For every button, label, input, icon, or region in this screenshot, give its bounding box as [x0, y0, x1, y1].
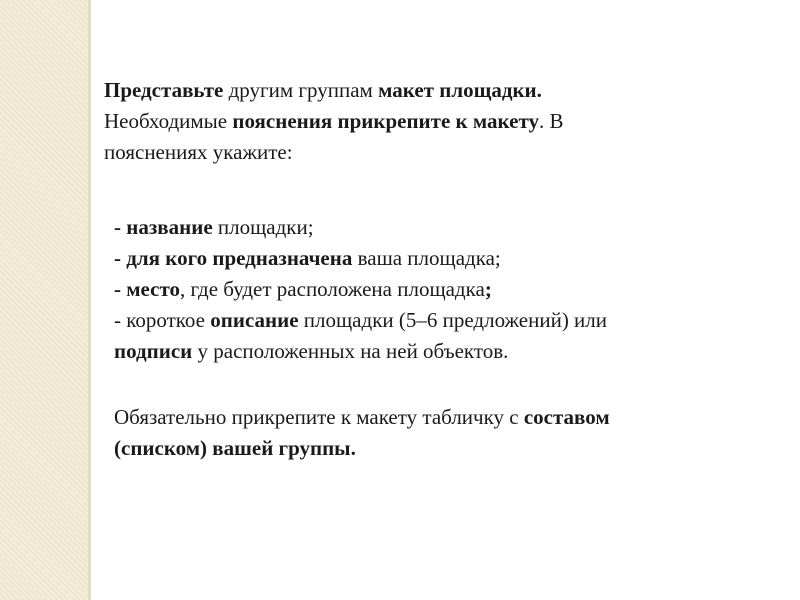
intro-line-2: [104, 106, 764, 137]
list-item-bold: описание: [210, 308, 299, 332]
list-item-description: [114, 305, 764, 336]
final-bold: составом: [523, 405, 610, 429]
final-note: [114, 402, 764, 464]
list-item-text: у расположенных на ней объектов.: [192, 339, 509, 363]
list-item-bold: - место: [114, 277, 180, 301]
list-item-text: ваша площадка;: [352, 246, 501, 270]
intro-text: Необходимые: [104, 109, 233, 133]
requirements-list: [114, 212, 764, 367]
list-item-bold: - название: [114, 215, 218, 239]
final-bold: (списком) вашей группы.: [114, 436, 356, 460]
list-item-bold: подписи: [114, 339, 193, 363]
list-item-audience: [114, 243, 764, 274]
intro-line-3: пояснениях укажите:: [104, 140, 293, 164]
final-line-2: [114, 433, 764, 464]
intro-line-1: [104, 75, 764, 106]
list-item-text: площадки;: [217, 215, 314, 239]
list-item-bold: ;: [484, 277, 492, 301]
intro-layout-phrase: макет площадки.: [378, 78, 542, 102]
list-item-location: [114, 274, 764, 305]
list-item-bold: - для кого предназначена: [114, 246, 353, 270]
intro-paragraph: [104, 75, 764, 168]
final-text: Обязательно прикрепите к макету табличку с: [114, 405, 524, 429]
decorative-side-strip: [0, 0, 88, 600]
intro-text: другим группам: [223, 78, 379, 102]
list-item-description-cont: [114, 336, 764, 367]
list-item-text: площадки (5–6 предложений) или: [298, 308, 608, 332]
list-item-text: - короткое: [114, 308, 211, 332]
final-line-1: [114, 402, 764, 433]
intro-present-word: Представьте: [104, 78, 224, 102]
list-item-text: , где будет расположена площадка: [179, 277, 485, 301]
side-strip-border: [88, 0, 91, 600]
list-item-name: [114, 212, 764, 243]
intro-attach-phrase: пояснения прикрепите к макету: [232, 109, 539, 133]
intro-text: . В: [538, 109, 564, 133]
